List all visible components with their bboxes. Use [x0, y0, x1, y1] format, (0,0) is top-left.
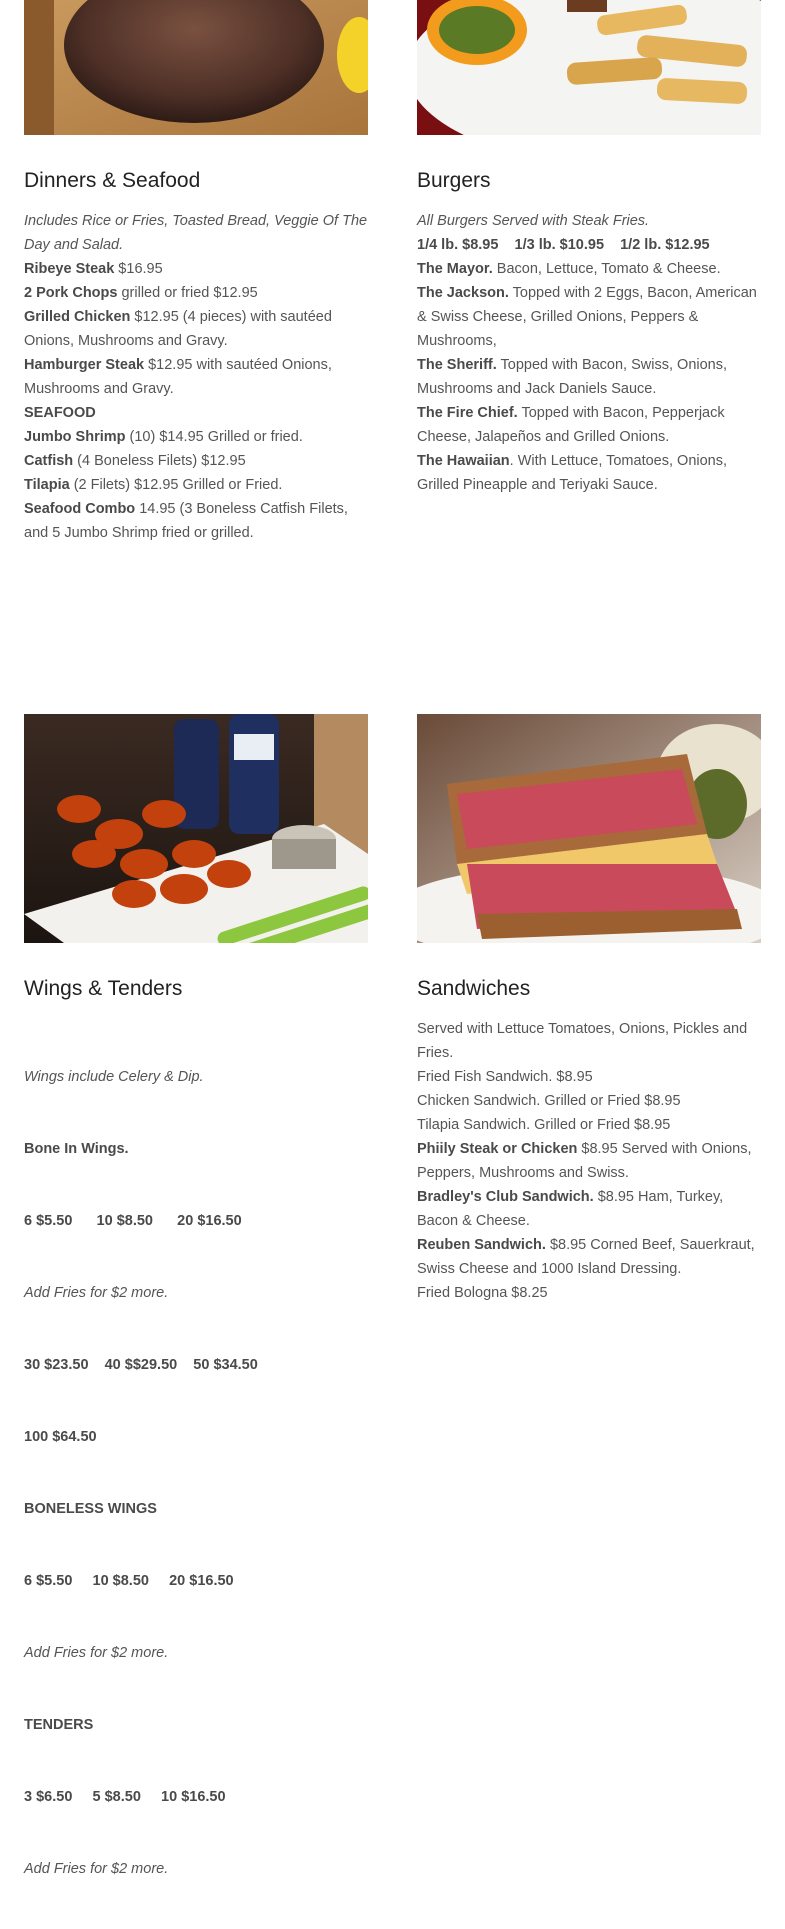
item-name: Seafood Combo — [24, 501, 136, 517]
burger-sizes — [417, 233, 761, 257]
item-desc: Topped with Bacon, Pepperjack Cheese, Jalapeños and Grilled Onions. — [417, 405, 725, 445]
item-desc: Topped with 2 Eggs, Bacon, American & Swiss Cheese, Grilled Onions, Peppers & Mushrooms, — [417, 285, 757, 349]
line-text: BONELESS WINGS — [24, 1501, 157, 1517]
menu-item — [24, 281, 368, 305]
line-text: 30 $23.50 40 $$29.50 50 $34.50 — [24, 1357, 258, 1373]
burger-sizes-text: 1/4 lb. $8.95 1/3 lb. $10.95 1/2 lb. $12.95 — [417, 237, 710, 253]
item-desc: $8.95 Ham, Turkey, Bacon & Cheese. — [417, 1189, 724, 1229]
burgers-section — [417, 0, 761, 497]
menu-item — [417, 1089, 761, 1113]
item-desc: Topped with Bacon, Swiss, Onions, Mushrooms and Jack Daniels Sauce. — [417, 357, 728, 397]
item-desc: grilled or fried $12.95 — [117, 285, 258, 301]
item-name: Jumbo Shrimp — [24, 429, 126, 445]
menu-item — [24, 353, 368, 401]
menu-item — [417, 1185, 761, 1233]
item-desc: Chicken Sandwich. Grilled or Fried $8.95 — [417, 1093, 681, 1109]
line-text: 100 $64.50 — [24, 1429, 97, 1445]
item-desc: $16.95 — [114, 261, 163, 277]
line-text: Add Fries for $2 more. — [24, 1645, 169, 1661]
wings-section — [24, 714, 368, 1929]
wings-menu — [24, 1017, 368, 1929]
section-title: Burgers — [417, 169, 491, 192]
item-name: Catfish — [24, 453, 74, 469]
menu-line — [24, 1785, 368, 1809]
item-name: Grilled Chicken — [24, 309, 131, 325]
item-name: Phiily Steak or Chicken — [417, 1141, 578, 1157]
item-desc: (4 Boneless Filets) $12.95 — [73, 453, 246, 469]
menu-item — [24, 449, 368, 473]
menu-line — [24, 1857, 368, 1881]
menu-line — [24, 1281, 368, 1305]
menu-line — [24, 1641, 368, 1665]
menu-item — [417, 401, 761, 449]
burgers-menu — [417, 209, 761, 497]
reuben-sandwich-photo — [417, 714, 761, 943]
item-name: SEAFOOD — [24, 405, 96, 421]
item-desc: Fried Bologna $8.25 — [417, 1285, 548, 1301]
menu-line — [24, 1713, 368, 1737]
line-text: Bone In Wings. — [24, 1141, 129, 1157]
line-text: TENDERS — [24, 1717, 94, 1733]
steak-photo — [24, 0, 368, 135]
menu-item — [417, 1113, 761, 1137]
item-desc: $12.95 with sautéed Onions, Mushrooms and Gravy. — [24, 357, 332, 397]
menu-item — [417, 1065, 761, 1089]
burger-fries-photo — [417, 0, 761, 135]
wings-beer-photo — [24, 714, 368, 943]
item-name: The Fire Chief. — [417, 405, 518, 421]
menu-line — [24, 1497, 368, 1521]
item-desc: Bacon, Lettuce, Tomato & Cheese. — [492, 261, 721, 277]
menu-item — [24, 401, 368, 425]
menu-item — [417, 1233, 761, 1281]
item-desc: (2 Filets) $12.95 Grilled or Fried. — [69, 477, 283, 493]
line-text: 3 $6.50 5 $8.50 10 $16.50 — [24, 1789, 226, 1805]
line-text: Add Fries for $2 more. — [24, 1285, 169, 1301]
item-desc: Fried Fish Sandwich. $8.95 — [417, 1069, 593, 1085]
menu-item — [417, 281, 761, 353]
dinners-section — [24, 0, 368, 545]
menu-line — [24, 1137, 368, 1161]
item-desc: (10) $14.95 Grilled or fried. — [125, 429, 303, 445]
item-desc: Tilapia Sandwich. Grilled or Fried $8.95 — [417, 1117, 671, 1133]
item-name: The Jackson. — [417, 285, 509, 301]
item-desc: $12.95 (4 pieces) with sautéed Onions, Mushrooms and Gravy. — [24, 309, 332, 349]
item-name: Ribeye Steak — [24, 261, 115, 277]
menu-line — [24, 1425, 368, 1449]
item-desc: 14.95 (3 Boneless Catfish Filets, and 5 Jumbo Shrimp fried or grilled. — [24, 501, 348, 541]
menu-item — [417, 1281, 761, 1305]
dinners-intro: Includes Rice or Fries, Toasted Bread, Veggie Of The Day and Salad. — [24, 213, 368, 253]
item-desc: $8.95 Served with Onions, Peppers, Mushrooms and Swiss. — [417, 1141, 752, 1181]
item-name: Hamburger Steak — [24, 357, 145, 373]
dinners-menu — [24, 209, 368, 545]
sandwiches-section — [417, 714, 761, 1305]
menu-line — [24, 1569, 368, 1593]
wings-intro: Wings include Celery & Dip. — [24, 1069, 204, 1085]
item-name: Tilapia — [24, 477, 70, 493]
item-desc: . With Lettuce, Tomatoes, Onions, Grilled Pineapple and Teriyaki Sauce. — [417, 453, 728, 493]
item-name: Reuben Sandwich. — [417, 1237, 546, 1253]
menu-item — [417, 1137, 761, 1185]
menu-item — [24, 425, 368, 449]
line-text: Add Fries for $2 more. — [24, 1861, 169, 1877]
item-name: The Sheriff. — [417, 357, 497, 373]
menu-item — [417, 353, 761, 401]
item-name: The Mayor. — [417, 261, 493, 277]
line-text: 6 $5.50 10 $8.50 20 $16.50 — [24, 1573, 234, 1589]
line-text: 6 $5.50 10 $8.50 20 $16.50 — [24, 1213, 242, 1229]
section-title: Sandwiches — [417, 977, 531, 1000]
sandwiches-intro: Served with Lettuce Tomatoes, Onions, Pickles and Fries. — [417, 1021, 748, 1061]
menu-line — [24, 1209, 368, 1233]
burgers-intro: All Burgers Served with Steak Fries. — [417, 213, 650, 229]
menu-item — [417, 449, 761, 497]
menu-item — [417, 257, 761, 281]
sandwiches-menu — [417, 1017, 761, 1305]
section-title: Wings & Tenders — [24, 977, 183, 1000]
item-desc: $8.95 Corned Beef, Sauerkraut, Swiss Cheese and 1000 Island Dressing. — [417, 1237, 755, 1277]
menu-item — [24, 473, 368, 497]
item-name: 2 Pork Chops — [24, 285, 118, 301]
section-title: Dinners & Seafood — [24, 169, 201, 192]
menu-line — [24, 1353, 368, 1377]
menu-item — [24, 305, 368, 353]
item-name: Bradley's Club Sandwich. — [417, 1189, 594, 1205]
menu-item — [24, 497, 368, 545]
item-name: The Hawaiian — [417, 453, 510, 469]
menu-item — [24, 257, 368, 281]
